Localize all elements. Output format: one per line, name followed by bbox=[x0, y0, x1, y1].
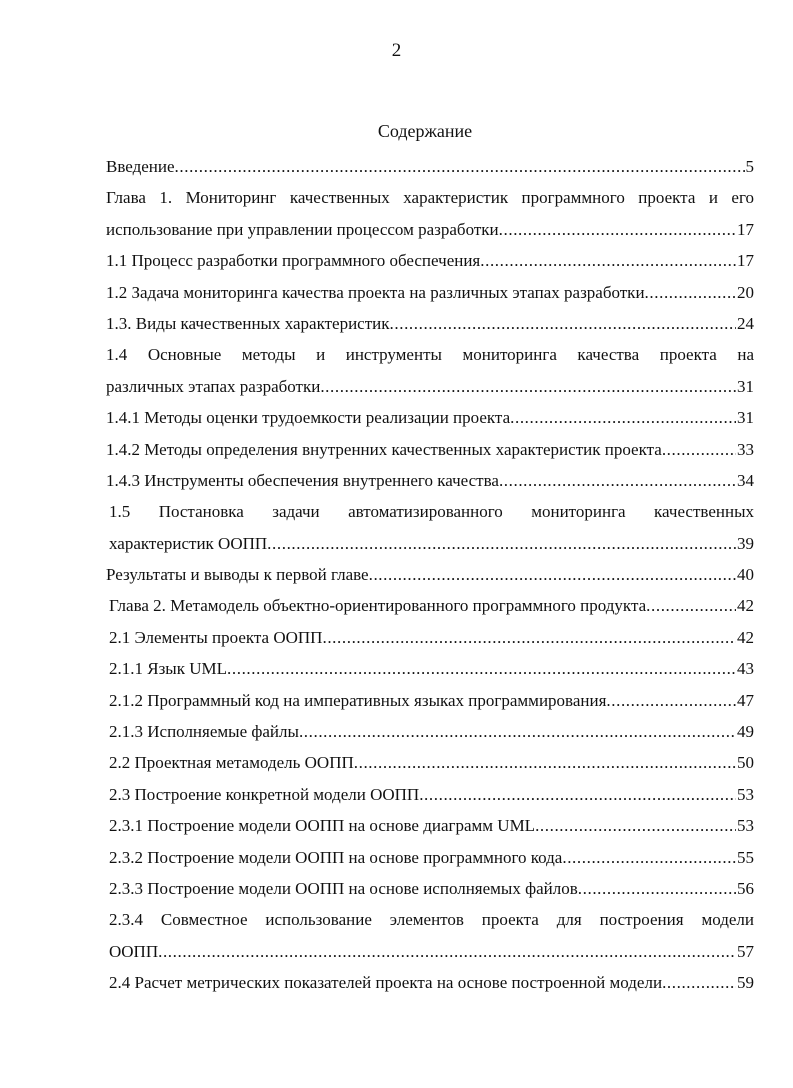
toc-page-number: 31 bbox=[737, 408, 754, 428]
toc-entry-line bbox=[106, 214, 754, 245]
toc-dot-leader bbox=[645, 277, 736, 308]
toc-dot-leader bbox=[320, 371, 736, 402]
toc-entry-line bbox=[106, 528, 754, 559]
toc-dot-leader bbox=[267, 528, 736, 559]
toc-entry bbox=[106, 685, 754, 716]
toc-entry-text: 2.3.2 Построение модели ООПП на основе программного кода bbox=[109, 847, 563, 867]
toc-dot-leader bbox=[646, 590, 736, 621]
toc-entry-line bbox=[106, 747, 754, 778]
toc-page-number: 5 bbox=[745, 157, 754, 176]
toc-entry-text: 2.1 Элементы проекта ООПП bbox=[109, 627, 323, 647]
toc-dot-leader bbox=[562, 842, 736, 873]
toc-entry-line bbox=[106, 716, 754, 747]
toc-entry-line bbox=[106, 622, 754, 653]
toc-entry-line bbox=[106, 465, 754, 496]
toc-entry bbox=[106, 873, 754, 904]
toc-entry-text: использование при управлении процессом разработки bbox=[106, 219, 499, 239]
toc-page-number: 59 bbox=[737, 973, 754, 993]
toc-page-number: 56 bbox=[737, 878, 754, 898]
toc-entry bbox=[106, 779, 754, 810]
toc-entry-text: Введение bbox=[106, 157, 175, 176]
toc-entry-line bbox=[106, 653, 754, 684]
toc-dot-leader bbox=[606, 685, 736, 716]
toc-page-number: 53 bbox=[737, 784, 754, 804]
toc-entry bbox=[106, 308, 754, 339]
toc-entry bbox=[106, 716, 754, 747]
toc-entry-line bbox=[106, 245, 754, 276]
toc-dot-leader bbox=[419, 779, 736, 810]
toc-entry-line bbox=[106, 873, 754, 904]
toc-entry-text: 1.5 Постановка задачи автоматизированного мониторинга качественных bbox=[109, 502, 754, 522]
toc-entry bbox=[106, 904, 754, 967]
toc-entry-text: 1.4.2 Методы определения внутренних качественных характеристик проекта bbox=[106, 439, 662, 459]
toc-entry bbox=[106, 622, 754, 653]
toc-entry-line bbox=[106, 434, 754, 465]
toc-title: Содержание bbox=[377, 121, 473, 141]
toc-page-number: 42 bbox=[737, 627, 754, 647]
toc-entry-text: Результаты и выводы к первой главе bbox=[106, 565, 369, 585]
toc-entry-text: 2.3.1 Построение модели ООПП на основе диаграмм UML bbox=[109, 816, 536, 836]
toc-dot-leader bbox=[354, 747, 736, 778]
toc-page-number: 40 bbox=[737, 565, 754, 585]
toc-entry bbox=[106, 277, 754, 308]
toc-entry bbox=[106, 151, 754, 182]
toc-entry-text: характеристик ООПП bbox=[109, 533, 268, 553]
toc-page-number: 42 bbox=[737, 596, 754, 616]
toc-entry-text: 1.4.1 Методы оценки трудоемкости реализации проекта bbox=[106, 408, 511, 428]
toc-dot-leader bbox=[510, 402, 736, 433]
toc-dot-leader bbox=[578, 873, 736, 904]
toc-entry-text: 2.4 Расчет метрических показателей проекта на основе построенной модели bbox=[109, 973, 663, 993]
toc-entry bbox=[106, 653, 754, 684]
toc-page-number: 55 bbox=[737, 847, 754, 867]
toc-dot-leader bbox=[480, 245, 736, 276]
toc-dot-leader bbox=[499, 214, 736, 245]
toc-entry bbox=[106, 559, 754, 590]
toc-page-number: 53 bbox=[737, 816, 754, 836]
toc-entry-line bbox=[106, 590, 754, 621]
toc-entry-text: ООПП bbox=[109, 941, 159, 961]
toc-page-number: 47 bbox=[737, 690, 754, 710]
toc-entry bbox=[106, 465, 754, 496]
toc-dot-leader bbox=[499, 465, 736, 496]
toc-entry-line bbox=[106, 277, 754, 308]
toc-page-number: 31 bbox=[737, 376, 754, 396]
toc-entry-line-wrapped bbox=[106, 182, 754, 213]
toc-page-number: 39 bbox=[737, 533, 754, 553]
toc-page-number: 57 bbox=[737, 941, 754, 961]
toc-dot-leader bbox=[662, 434, 736, 465]
toc-entry-line bbox=[106, 967, 754, 998]
toc-dot-leader bbox=[322, 622, 736, 653]
toc-page-number: 24 bbox=[737, 313, 754, 333]
toc-entry-line bbox=[106, 559, 754, 590]
toc-page-number: 34 bbox=[737, 470, 754, 490]
toc-entry-text: Глава 2. Метамодель объектно-ориентированного программного продукта bbox=[109, 596, 647, 616]
toc-entry-line bbox=[106, 779, 754, 810]
toc-entry bbox=[106, 339, 754, 402]
toc-entry-text: 2.1.3 Исполняемые файлы bbox=[109, 722, 299, 742]
toc-dot-leader bbox=[175, 151, 745, 182]
toc-entry-text: 1.1 Процесс разработки программного обеспечения bbox=[106, 251, 481, 271]
page-number: 2 bbox=[391, 40, 402, 61]
toc-dot-leader bbox=[535, 810, 736, 841]
toc-page-number: 33 bbox=[737, 439, 754, 459]
toc-dot-leader bbox=[299, 716, 736, 747]
toc-entry-text: 1.3. Виды качественных характеристик bbox=[106, 313, 390, 333]
toc-page-number: 20 bbox=[737, 282, 754, 302]
toc-entry bbox=[106, 590, 754, 621]
toc-dot-leader bbox=[227, 653, 736, 684]
toc-entry-line bbox=[106, 842, 754, 873]
toc-entry-text: 2.3.4 Совместное использование элементов проекта для построения модели bbox=[109, 910, 754, 930]
toc-dot-leader bbox=[390, 308, 736, 339]
toc-page-number: 50 bbox=[737, 753, 754, 773]
toc-entry-text: 2.1.2 Программный код на императивных языках программирования bbox=[109, 690, 607, 710]
toc-entry-text: различных этапах разработки bbox=[106, 376, 321, 396]
toc-entry-line bbox=[106, 308, 754, 339]
toc-entry bbox=[106, 434, 754, 465]
toc-entry bbox=[106, 967, 754, 998]
toc-entry bbox=[106, 182, 754, 245]
toc-entry-line-wrapped bbox=[106, 496, 754, 527]
toc-entry-text: 2.3 Построение конкретной модели ООПП bbox=[109, 784, 420, 804]
toc-page-number: 43 bbox=[737, 659, 754, 679]
toc-entry-text: 1.4.3 Инструменты обеспечения внутреннего качества bbox=[106, 470, 499, 490]
toc-entry-line bbox=[106, 151, 754, 182]
toc-page-number: 17 bbox=[737, 219, 754, 239]
toc-entry-line-wrapped bbox=[106, 339, 754, 370]
toc-entry-text: 2.1.1 Язык UML bbox=[109, 659, 228, 679]
toc-entry-line bbox=[106, 371, 754, 402]
toc-entry-text: 2.3.3 Построение модели ООПП на основе исполняемых файлов bbox=[109, 878, 578, 898]
toc-page-number: 17 bbox=[737, 251, 754, 271]
toc-entry bbox=[106, 496, 754, 559]
toc-dot-leader bbox=[662, 967, 736, 998]
toc-entry-text: Глава 1. Мониторинг качественных характеристик программного проекта и его bbox=[106, 188, 754, 208]
toc-entry-text: 1.2 Задача мониторинга качества проекта на различных этапах разработки bbox=[106, 282, 645, 302]
toc-entry-line bbox=[106, 810, 754, 841]
toc-entry bbox=[106, 810, 754, 841]
toc-entry bbox=[106, 747, 754, 778]
toc-dot-leader bbox=[158, 936, 736, 967]
toc-entry-line bbox=[106, 685, 754, 716]
toc-entry-line-wrapped bbox=[106, 904, 754, 935]
table-of-contents bbox=[106, 151, 754, 999]
toc-entry bbox=[106, 245, 754, 276]
toc-entry-text: 1.4 Основные методы и инструменты мониторинга качества проекта на bbox=[106, 345, 754, 365]
toc-entry-line bbox=[106, 402, 754, 433]
toc-entry bbox=[106, 842, 754, 873]
toc-entry-line bbox=[106, 936, 754, 967]
toc-entry bbox=[106, 402, 754, 433]
toc-page-number: 49 bbox=[737, 722, 754, 742]
toc-entry-text: 2.2 Проектная метамодель ООПП bbox=[109, 753, 354, 773]
toc-dot-leader bbox=[369, 559, 736, 590]
